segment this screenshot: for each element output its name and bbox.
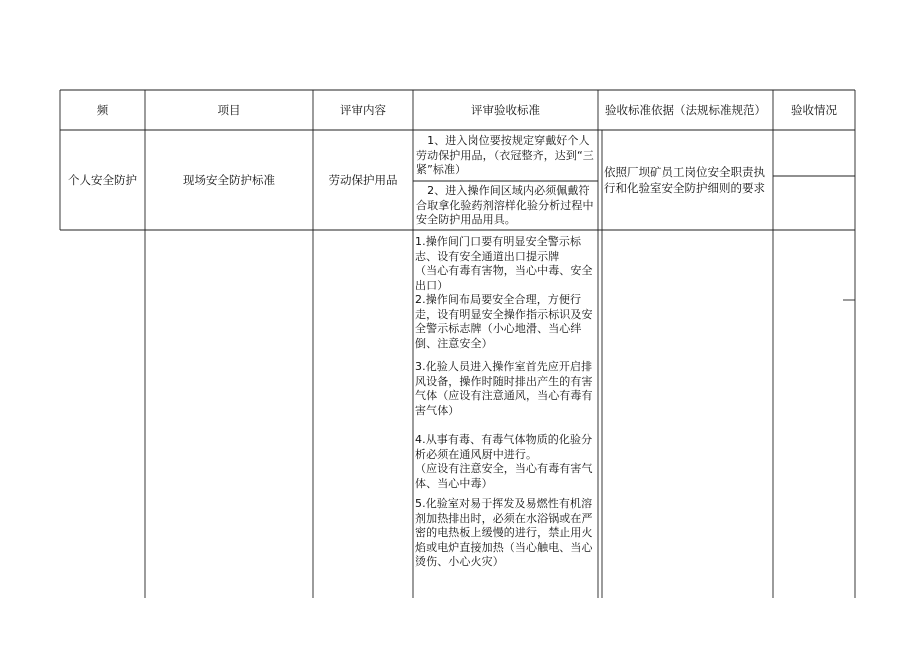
row2-standard-2: 2.操作间布局要安全合理，方便行走，设有明显安全操作指示标识及安全警示标志牌（小心地滑、当心绊倒、注意安全） bbox=[415, 293, 593, 350]
row2-standard-1: 1.操作间门口要有明显安全警示标志、设有安全通道出口提示牌 （当心有毒有害物，当心中毒、安全出口） bbox=[415, 235, 593, 292]
row1-standard-1-text: 1、进入岗位要按规定穿戴好个人劳动保护用品，（衣冠整齐，达到“三紧”标准） bbox=[416, 134, 594, 176]
row1-standard-1 bbox=[416, 134, 596, 178]
header-frequency: 频 bbox=[96, 102, 109, 117]
row2-standard-4: 4.从事有毒、有毒气体物质的化验分析必须在通风厨中进行。 （应设有注意安全，当心有毒有害气体、当心中毒） bbox=[415, 433, 593, 490]
row2-standard-3: 3.化验人员进入操作室首先应开启排风设备，操作时随时排出产生的有害气体（应设有注意通风，当心有毒有害气体） bbox=[415, 360, 593, 417]
header-acceptance-standard: 评审验收标准 bbox=[471, 102, 540, 117]
row2-standards bbox=[415, 235, 597, 570]
header-acceptance-status: 验收情况 bbox=[791, 102, 837, 117]
header-review-content: 评审内容 bbox=[340, 102, 386, 117]
row1-item: 现场安全防护标准 bbox=[183, 172, 275, 187]
header-item: 项目 bbox=[217, 102, 241, 117]
header-standard-basis: 验收标准依据（法规标准规范） bbox=[605, 102, 766, 117]
row1-category: 个人安全防护 bbox=[68, 172, 137, 187]
row1-content: 劳动保护用品 bbox=[328, 172, 398, 187]
row2-standard-5: 5.化验室对易于挥发及易燃性有机溶剂加热排出时，必须在水浴锅或在严密的电热板上缓慢的进行，禁止用火焰或电炉直接加热（当心触电、当心烫伤、小心火灾） bbox=[415, 497, 593, 568]
row1-standard-2 bbox=[416, 184, 596, 228]
row1-basis: 依照厂坝矿员工岗位安全职责执行和化验室安全防护细则的要求 bbox=[604, 165, 765, 195]
row1-standard-2-text: 2、进入操作间区域内必须佩戴符合取拿化验药剂溶样化验分析过程中安全防护用品用具。 bbox=[416, 184, 594, 226]
